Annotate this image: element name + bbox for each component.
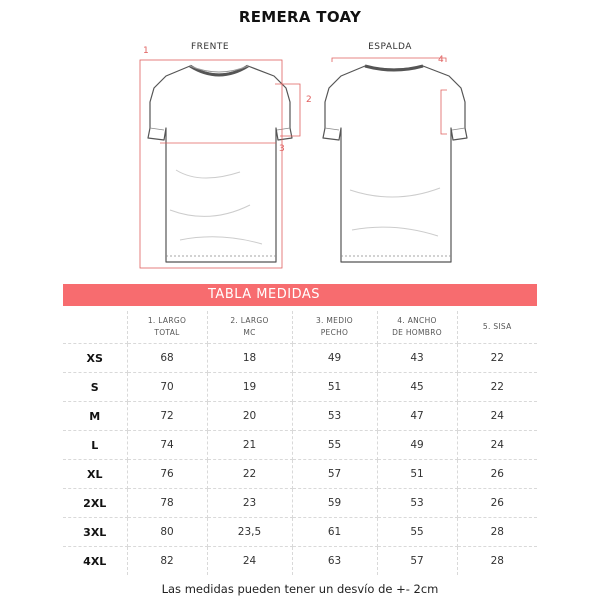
measure-cell: 82 [127, 547, 207, 576]
measure-cell: 59 [292, 489, 377, 518]
measure-cell: 55 [377, 518, 457, 547]
measure-cell: 22 [457, 373, 537, 402]
table-row [63, 402, 537, 431]
size-table [63, 311, 537, 575]
measure-cell: 26 [457, 489, 537, 518]
disclaimer-note: Las medidas pueden tener un desvío de +- 2cm [161, 582, 439, 596]
measure-cell: 43 [377, 344, 457, 373]
measure-cell: 68 [127, 344, 207, 373]
measure-cell: 57 [377, 547, 457, 576]
size-table-body [63, 311, 537, 575]
measure-cell: 24 [207, 547, 292, 576]
header-size-corner [63, 311, 127, 344]
marker-3: 3 [279, 144, 285, 154]
table-row [63, 373, 537, 402]
tshirt-illustration [0, 0, 600, 280]
measure-cell: 76 [127, 460, 207, 489]
header-largo-mc: 2. LARGO MC [207, 311, 292, 344]
measure-cell: 74 [127, 431, 207, 460]
size-label: M [63, 402, 127, 431]
measure-cell: 78 [127, 489, 207, 518]
measure-cell: 28 [457, 518, 537, 547]
measure-cell: 20 [207, 402, 292, 431]
back-view-label: ESPALDA [368, 42, 412, 52]
size-label: S [63, 373, 127, 402]
table-title-band [63, 284, 537, 306]
measure-cell: 53 [377, 489, 457, 518]
size-label: 3XL [63, 518, 127, 547]
marker-1: 1 [143, 46, 149, 56]
measure-cell: 49 [377, 431, 457, 460]
measure-cell: 80 [127, 518, 207, 547]
size-label: XL [63, 460, 127, 489]
measure-cell: 19 [207, 373, 292, 402]
measure-cell: 24 [457, 431, 537, 460]
measure-cell: 63 [292, 547, 377, 576]
table-row [63, 344, 537, 373]
measure-cell: 24 [457, 402, 537, 431]
table-row [63, 518, 537, 547]
back-tshirt-drawing [323, 66, 467, 262]
size-label: 4XL [63, 547, 127, 576]
table-title: TABLA MEDIDAS [208, 287, 321, 302]
measure-cell: 28 [457, 547, 537, 576]
measure-cell: 57 [292, 460, 377, 489]
front-view-label: FRENTE [190, 42, 230, 52]
measure-cell: 70 [127, 373, 207, 402]
header-largo-total: 1. LARGO TOTAL [127, 311, 207, 344]
marker-4: 4 [438, 55, 444, 65]
page-title: REMERA TOAY [238, 8, 362, 26]
measure-cell: 55 [292, 431, 377, 460]
measure-cell: 53 [292, 402, 377, 431]
measure-cell: 18 [207, 344, 292, 373]
front-tshirt-drawing [148, 66, 292, 262]
header-medio-pecho: 3. MEDIO PECHO [292, 311, 377, 344]
table-row [63, 460, 537, 489]
measure-cell: 22 [207, 460, 292, 489]
size-label: L [63, 431, 127, 460]
measure-cell: 22 [457, 344, 537, 373]
size-label: 2XL [63, 489, 127, 518]
size-label: XS [63, 344, 127, 373]
measure-cell: 26 [457, 460, 537, 489]
table-header-row [63, 311, 537, 344]
measure-cell: 21 [207, 431, 292, 460]
table-row [63, 547, 537, 576]
header-sisa: 5. SISA [457, 311, 537, 344]
measure-cell: 47 [377, 402, 457, 431]
measure-cell: 23,5 [207, 518, 292, 547]
measure-cell: 45 [377, 373, 457, 402]
table-row [63, 431, 537, 460]
measure-cell: 51 [377, 460, 457, 489]
measure-cell: 72 [127, 402, 207, 431]
measure-cell: 49 [292, 344, 377, 373]
table-row [63, 489, 537, 518]
measure-cell: 23 [207, 489, 292, 518]
header-ancho-hombro: 4. ANCHO DE HOMBRO [377, 311, 457, 344]
measure-cell: 61 [292, 518, 377, 547]
marker-2: 2 [306, 95, 312, 105]
measure-cell: 51 [292, 373, 377, 402]
